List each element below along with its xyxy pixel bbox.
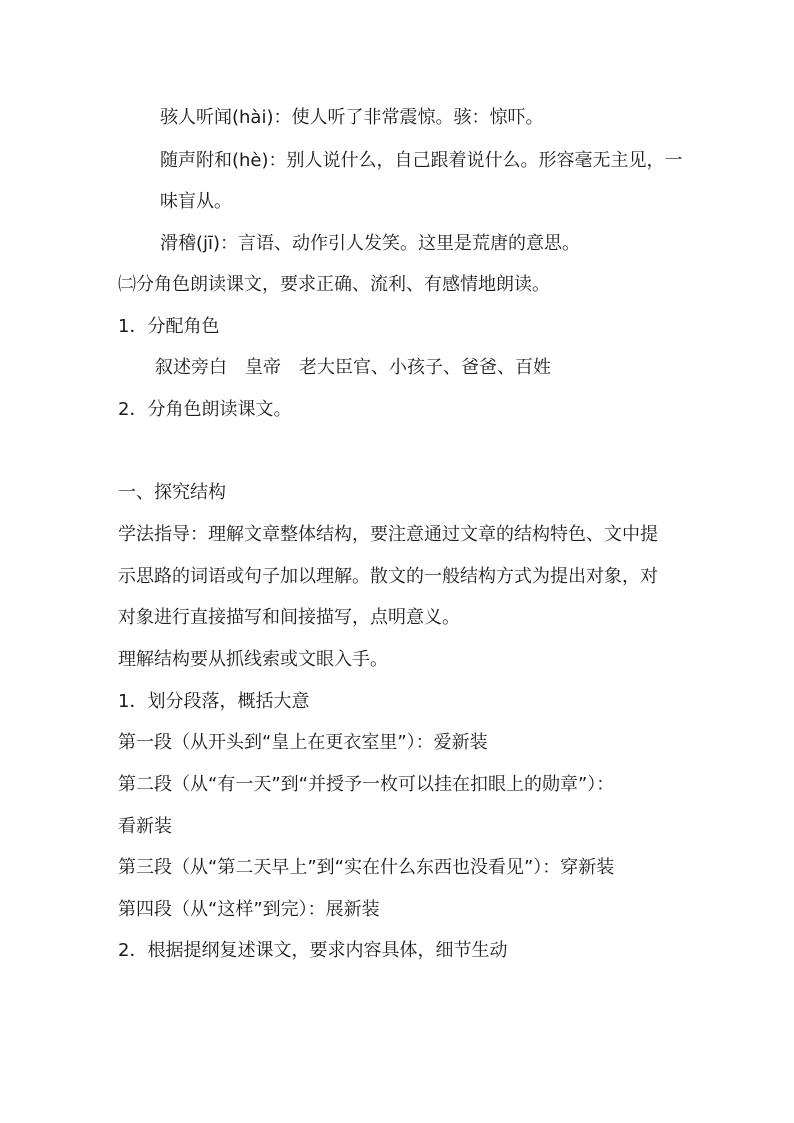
role-reading-step2: 2．分角色朗读课文。 bbox=[118, 399, 292, 420]
paragraph-4-summary: 第四段（从“这样”到完）：展新装 bbox=[118, 899, 380, 920]
paragraph-2-summary-line1: 第二段（从“有一天”到“并授予一枚可以挂在扣眼上的勋章”）： bbox=[118, 774, 615, 795]
study-guide-line4: 理解结构要从抓线索或文眼入手。 bbox=[118, 649, 388, 670]
study-guide-line2: 示思路的词语或句子加以理解。散文的一般结构方式为提出对象，对 bbox=[118, 566, 658, 587]
paragraph-2-summary-line2: 看新装 bbox=[118, 816, 172, 837]
structure-step1: 1．划分段落，概括大意 bbox=[118, 691, 310, 712]
role-reading-heading: ㈡分角色朗读课文，要求正确、流利、有感情地朗读。 bbox=[118, 274, 550, 295]
paragraph-1-summary: 第一段（从开头到“皇上在更衣室里”）：爱新装 bbox=[118, 732, 488, 753]
study-guide-line3: 对象进行直接描写和间接描写，点明意义。 bbox=[118, 607, 460, 628]
structure-step2: 2．根据提纲复述课文，要求内容具体，细节生动 bbox=[118, 940, 508, 961]
definition-suisheng-fuhe-line1: 随声附和(hè)：别人说什么，自己跟着说什么。形容毫无主见，一 bbox=[160, 150, 683, 171]
role-reading-step1: 1．分配角色 bbox=[118, 316, 220, 337]
role-list: 叙述旁白 皇帝 老大臣官、小孩子、爸爸、百姓 bbox=[155, 357, 551, 378]
definition-huaji: 滑稽(jī)：言语、动作引人发笑。这里是荒唐的意思。 bbox=[160, 233, 581, 254]
definition-hairen-tingwen: 骇人听闻(hài)：使人听了非常震惊。骇：惊吓。 bbox=[160, 107, 544, 128]
structure-heading: 一、探究结构 bbox=[118, 482, 226, 503]
definition-suisheng-fuhe-line2: 味盲从。 bbox=[160, 191, 232, 212]
study-guide-line1: 学法指导：理解文章整体结构，要注意通过文章的结构特色、文中提 bbox=[118, 524, 658, 545]
paragraph-3-summary: 第三段（从“第二天早上”到“实在什么东西也没看见”）：穿新装 bbox=[118, 857, 615, 878]
